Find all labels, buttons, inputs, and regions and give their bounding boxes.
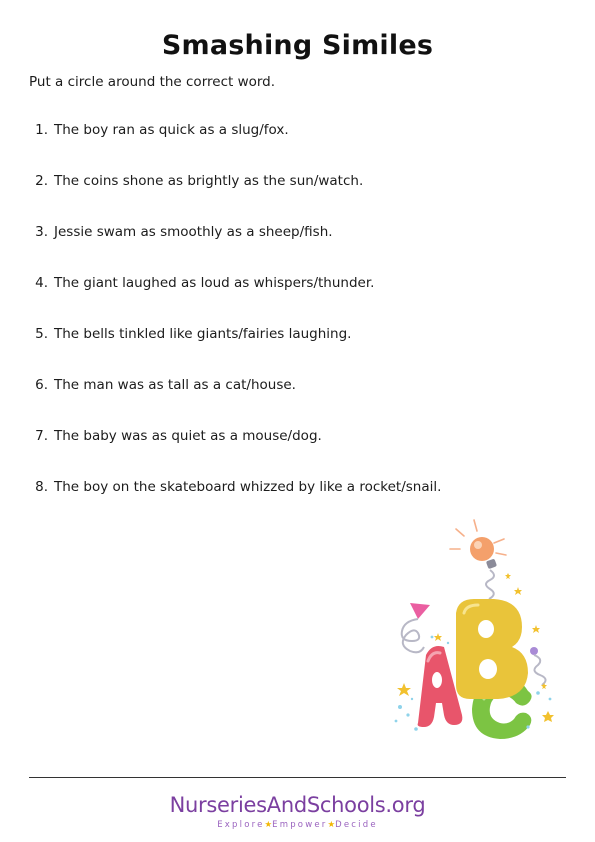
question-number: 6. xyxy=(35,377,48,393)
question-number: 3. xyxy=(35,224,48,240)
question-item xyxy=(0,173,595,224)
brand-tagline xyxy=(0,820,595,830)
question-item xyxy=(0,275,595,326)
question-number: 4. xyxy=(35,275,48,291)
footer-divider xyxy=(29,777,566,778)
question-item xyxy=(0,224,595,275)
question-text: Jessie swam as smoothly as a sheep/fish. xyxy=(54,224,333,240)
tagline-word: Explore xyxy=(217,820,265,830)
light-bulb-icon xyxy=(470,537,497,569)
tagline-word: Decide xyxy=(335,820,378,830)
question-text: The bells tinkled like giants/fairies laughing. xyxy=(54,326,352,342)
triangle-icon xyxy=(410,603,430,619)
spring-icon xyxy=(534,655,546,685)
question-item xyxy=(0,122,595,173)
spring-icon xyxy=(486,570,494,599)
bobble-icon xyxy=(530,647,538,655)
question-text: The baby was as quiet as a mouse/dog. xyxy=(54,428,322,444)
instructions-text: Put a circle around the correct word. xyxy=(29,74,276,90)
letter-a-icon xyxy=(418,646,463,727)
question-text: The boy on the skateboard whizzed by like a rocket/snail. xyxy=(54,479,442,495)
question-text: The giant laughed as loud as whispers/thunder. xyxy=(54,275,375,291)
star-icon: ★ xyxy=(264,820,273,830)
spring-icon xyxy=(402,619,424,652)
question-number: 8. xyxy=(35,479,48,495)
question-text: The man was as tall as a cat/house. xyxy=(54,377,296,393)
abc-blocks-illustration xyxy=(388,515,563,740)
question-item xyxy=(0,326,595,377)
question-text: The coins shone as brightly as the sun/watch. xyxy=(54,173,364,189)
question-number: 5. xyxy=(35,326,48,342)
question-number: 1. xyxy=(35,122,48,138)
page-title: Smashing Similes xyxy=(161,30,434,61)
letter-b-icon xyxy=(456,599,528,699)
brand-logo: NurseriesAndSchools.org xyxy=(169,793,426,817)
question-item xyxy=(0,428,595,479)
question-list xyxy=(0,122,595,530)
star-icon: ★ xyxy=(327,820,336,830)
question-number: 2. xyxy=(35,173,48,189)
tagline-word: Empower xyxy=(272,820,328,830)
question-item xyxy=(0,377,595,428)
question-number: 7. xyxy=(35,428,48,444)
question-text: The boy ran as quick as a slug/fox. xyxy=(54,122,289,138)
